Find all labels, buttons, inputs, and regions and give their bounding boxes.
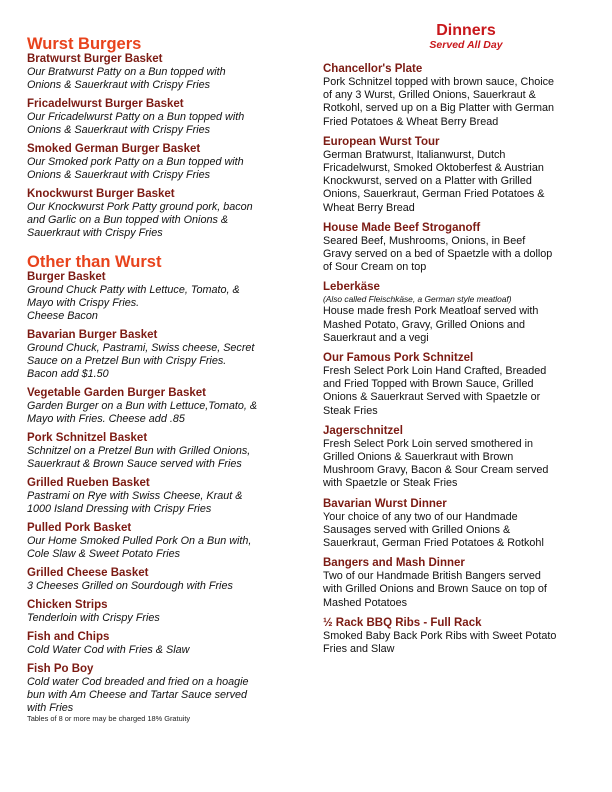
item-name: Bangers and Mash Dinner — [323, 557, 465, 570]
item-description: Our Smoked pork Patty on a Bun topped with Onions & Sauerkraut with Crispy Fries — [27, 156, 244, 181]
item-name: Bratwurst Burger Basket — [27, 53, 163, 65]
item-description: Our Knockwurst Pork Patty ground pork, bacon and Garlic on a Bun topped with Onions & Sauerkraut with Crispy Fries — [27, 201, 253, 239]
menu-item — [27, 631, 295, 657]
item-name: Vegetable Garden Burger Basket — [27, 387, 206, 399]
menu-item — [27, 329, 295, 381]
wurst-burgers-list — [27, 53, 295, 240]
item-description: Ground Chuck, Pastrami, Swiss cheese, Secret Sauce on a Pretzel Bun with Crispy Fries. Bacon add $1.50 — [27, 342, 255, 380]
item-description: Schnitzel on a Pretzel Bun with Grilled Onions, Sauerkraut & Brown Sauce served with Fries — [27, 445, 251, 470]
other-than-wurst-title: Other than Wurst — [27, 253, 162, 271]
other-than-wurst-list — [27, 271, 295, 715]
item-name: ½ Rack BBQ Ribs - Full Rack — [323, 616, 482, 629]
item-description: Seared Beef, Mushrooms, Onions, in Beef Gravy served on a bed of Spaetzle with a dollop of Sour Cream on top — [323, 234, 553, 274]
item-description: Your choice of any two of our Handmade Sausages served with Grilled Onions & Sauerkraut, German Fried Potatoes & Rotkohl — [323, 510, 544, 550]
item-description: Our Fricadelwurst Patty on a Bun topped with Onions & Sauerkraut with Crispy Fries — [27, 111, 245, 136]
item-name: Fish Po Boy — [27, 663, 94, 675]
menu-item — [27, 188, 295, 240]
menu-item — [27, 599, 295, 625]
item-description: 3 Cheeses Grilled on Sourdough with Fries — [27, 580, 233, 592]
menu-item — [27, 567, 295, 593]
menu-item — [27, 98, 295, 137]
menu-item — [27, 477, 295, 516]
menu-item — [323, 498, 593, 551]
item-description: Our Bratwurst Patty on a Bun topped with Onions & Sauerkraut with Crispy Fries — [27, 66, 226, 91]
item-name: Jagerschnitzel — [323, 424, 403, 437]
menu-item — [323, 136, 593, 215]
item-name: Bavarian Burger Basket — [27, 329, 158, 341]
menu-item — [323, 222, 593, 275]
dinners-subtitle: Served All Day — [429, 39, 503, 51]
menu-item — [27, 663, 295, 715]
item-description: House made fresh Pork Meatloaf served with Mashed Potato, Gravy, Grilled Onions and Sauerkraut and a vegi — [323, 305, 539, 344]
item-name: Leberkäse — [323, 281, 380, 294]
right-column — [323, 0, 593, 663]
menu-item — [27, 522, 295, 561]
wurst-burgers-title: Wurst Burgers — [27, 35, 142, 53]
item-name: Pork Schnitzel Basket — [27, 432, 148, 444]
item-description: Pastrami on Rye with Swiss Cheese, Kraut & 1000 Island Dressing with Crispy Fries — [27, 490, 243, 515]
item-name: Pulled Pork Basket — [27, 522, 132, 534]
item-name: Grilled Rueben Basket — [27, 477, 150, 489]
item-name: Fish and Chips — [27, 631, 110, 643]
item-name: Burger Basket — [27, 271, 106, 283]
item-description: Two of our Handmade British Bangers served with Grilled Onions and Brown Sauce on top of Mashed Potatoes — [323, 570, 547, 609]
menu-item — [323, 63, 593, 129]
menu-item — [323, 617, 593, 656]
item-description: Garden Burger on a Bun with Lettuce,Tomato, & Mayo with Fries. Cheese add .85 — [27, 400, 258, 425]
item-name: Our Famous Pork Schnitzel — [323, 352, 474, 365]
item-name: Chicken Strips — [27, 599, 108, 611]
item-description: Cold Water Cod with Fries & Slaw — [27, 644, 190, 656]
item-description: Fresh Select Pork Loin served smothered in Grilled Onions & Sauerkraut with Brown Mushroom Gravy, Bacon & Sour Cream served with Spaetzle or Steak Fries — [323, 437, 549, 490]
item-name: Grilled Cheese Basket — [27, 567, 149, 579]
dinners-title: Dinners — [436, 22, 496, 39]
item-name: Bavarian Wurst Dinner — [323, 497, 447, 510]
item-description: Ground Chuck Patty with Lettuce, Tomato, & Mayo with Crispy Fries. Cheese Bacon — [27, 284, 240, 322]
item-description: Fresh Select Pork Loin Hand Crafted, Breaded and Fried Topped with Brown Sauce, Grilled Onions & Sauerkraut Served with Spaetzle or Steak Fries — [323, 365, 547, 417]
item-description: Our Home Smoked Pulled Pork On a Bun with, Cole Slaw & Sweet Potato Fries — [27, 535, 252, 560]
item-description: Pork Schnitzel topped with brown sauce, Choice of any 3 Wurst, Grilled Onions, Sauerkraut & Rotkohl, served up on a Big Platter with German Fried Potatoes & Wheat Berry Bread — [323, 76, 555, 128]
item-description: Tenderloin with Crispy Fries — [27, 612, 160, 624]
menu-item — [323, 557, 593, 610]
item-name: European Wurst Tour — [323, 135, 440, 148]
item-name: Chancellor's Plate — [323, 63, 423, 75]
item-description: Cold water Cod breaded and fried on a hoagie bun with Am Cheese and Tartar Sauce served with Fries — [27, 676, 249, 714]
item-description: Smoked Baby Back Pork Ribs with Sweet Potato Fries and Slaw — [323, 629, 557, 656]
menu-item — [27, 432, 295, 471]
menu-item — [323, 281, 593, 345]
menu-item — [27, 387, 295, 426]
item-name: Knockwurst Burger Basket — [27, 188, 175, 200]
item-description: German Bratwurst, Italianwurst, Dutch Fricadelwurst, Smoked Oktoberfest & Austrian Knockwurst, served on a Platter with Grilled Onions, Sauerkraut, German Fried Potatoes & Wheat Berry Bread — [323, 148, 545, 214]
dinners-list — [323, 63, 593, 656]
item-name: House Made Beef Stroganoff — [323, 221, 481, 234]
menu-item — [323, 425, 593, 491]
item-note: (Also called Fleischkäse, a German style meatloaf) — [323, 294, 512, 305]
left-column — [27, 0, 295, 723]
item-name: Fricadelwurst Burger Basket — [27, 98, 184, 110]
menu-item — [27, 271, 295, 323]
menu-item — [27, 143, 295, 182]
gratuity-footnote: Tables of 8 or more may be charged 18% Gratuity — [27, 714, 191, 723]
menu-item — [27, 53, 295, 92]
dinners-header — [323, 22, 593, 51]
menu-item — [323, 352, 593, 418]
item-name: Smoked German Burger Basket — [27, 143, 201, 155]
